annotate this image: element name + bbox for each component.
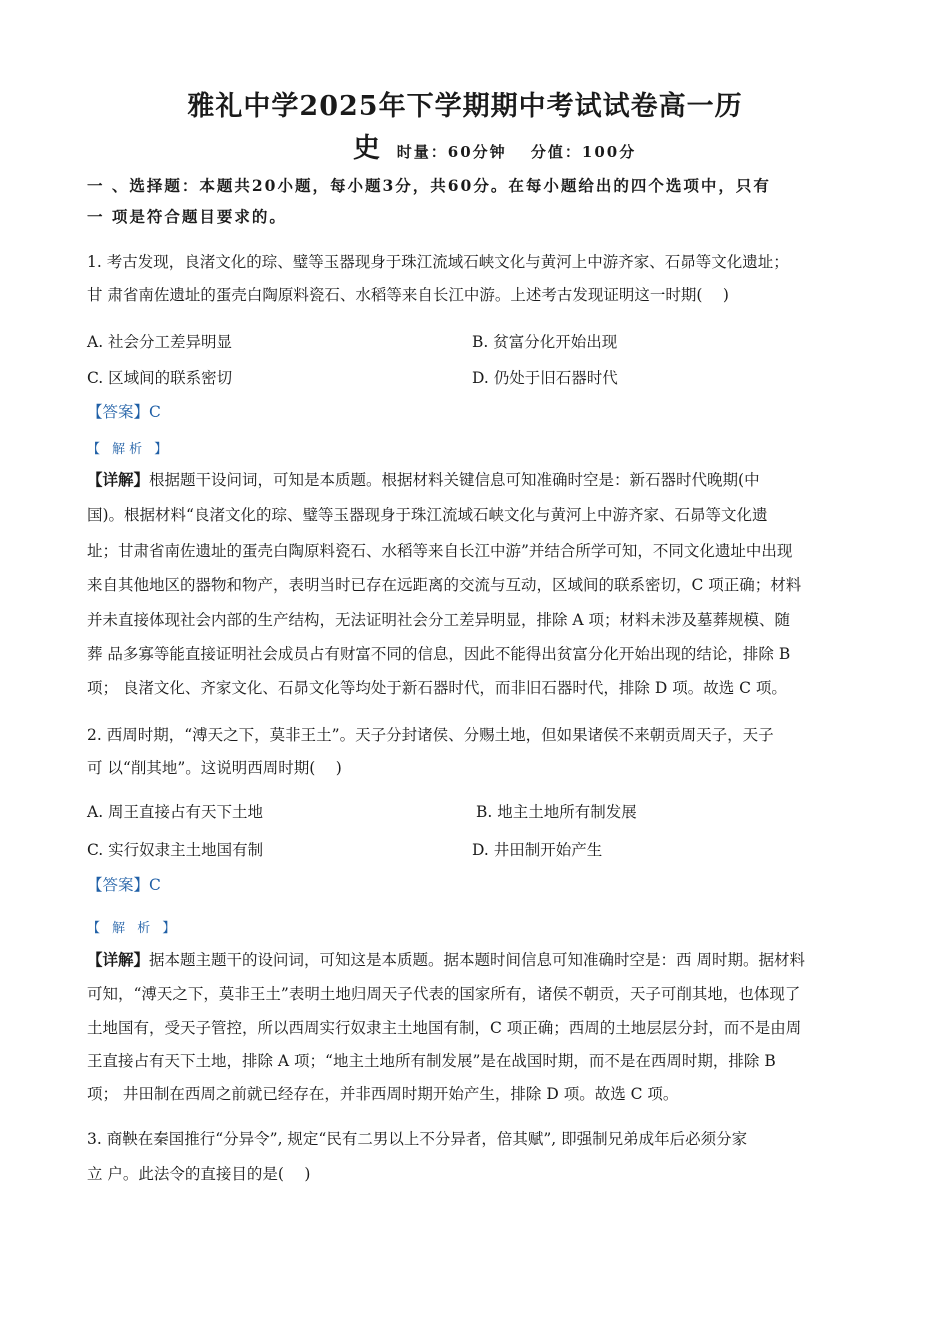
q3-stem-line2: 立 户。此法令的直接目的是( ) [87, 1165, 311, 1183]
q1-detail-line7: 项； 良渚文化、齐家文化、石昴文化等均处于新石器时代，而非旧石器时代，排除 D 项。故选 C 项。 [87, 679, 787, 697]
q1-option-a: A. 社会分工差异明显 [87, 333, 233, 351]
q1-detail-line1 [87, 463, 862, 498]
q2-detail-line2: 可知，“溥天之下，莫非王土”表明土地归周天子代表的国家所有，诸侯不朝贡，天子可削其地，也体现了 [87, 985, 801, 1003]
q1-stem-line2: 甘 肃省南佐遗址的蛋壳白陶原料瓷石、水稻等来自长江中游。上述考古发现证明这一时期( ) [87, 286, 729, 304]
q1-option-d: D. 仍处于旧石器时代 [472, 369, 618, 387]
q1-detail-line3: 址；甘肃省南佐遗址的蛋壳白陶原料瓷石、水稻等来自长江中游”并结合所学可知，不同文化遗址中出现 [87, 542, 793, 560]
q2-analysis-label: 【 解 析 】 [87, 921, 180, 936]
exam-meta: 时量：60分钟 分值：100分 [396, 143, 637, 161]
q1-option-c: C. 区域间的联系密切 [87, 369, 233, 387]
q1-option-b: B. 贫富分化开始出现 [472, 333, 618, 351]
q2-stem-line1: 2. 西周时期，“溥天之下，莫非王土”。天子分封诸侯、分赐土地，但如果诸侯不来朝贡周天子，天子 [87, 726, 774, 744]
q2-detail-tag: 【详解】 [87, 950, 150, 969]
q1-answer: 【答案】C [87, 403, 161, 421]
q2-option-a: A. 周王直接占有天下土地 [87, 803, 264, 821]
q2-detail-line5: 项； 井田制在西周之前就已经存在，并非西周时期开始产生，排除 D 项。故选 C 项。 [87, 1085, 679, 1103]
q2-detail-text: 据本题主题干的设问词，可知这是本质题。据本题时间信息可知准确时空是：西 周时期。据材料 [149, 951, 805, 969]
exam-title-line2 [353, 126, 636, 165]
q2-option-c: C. 实行奴隶主土地国有制 [87, 841, 264, 859]
q1-detail-line6: 葬 品多寡等能直接证明社会成员占有财富不同的信息，因此不能得出贫富分化开始出现的结论，排除 B [87, 645, 791, 663]
q2-detail-line3: 土地国有，受天子管控，所以西周实行奴隶主土地国有制，C 项正确；西周的土地层层分封，而不是由周 [87, 1019, 802, 1037]
q2-option-d: D. 井田制开始产生 [472, 841, 603, 859]
q2-answer: 【答案】C [87, 876, 161, 894]
exam-title-subject: 史 [353, 133, 380, 164]
q3-stem-line1: 3. 商鞅在秦国推行“分异令”, 规定“民有二男以上不分异者，倍其赋”, 即强制兄弟成年后必须分家 [87, 1130, 748, 1148]
q2-detail-line1 [87, 943, 862, 978]
q2-stem-line2: 可 以“削其地”。这说明西周时期( ) [87, 759, 342, 777]
exam-title-line1: 雅礼中学2025年下学期期中考试试卷高一历 [187, 91, 743, 122]
q1-detail-text: 根据题干设问词，可知是本质题。根据材料关键信息可知准确时空是：新石器时代晚期(中 [149, 471, 760, 489]
q1-detail-line4: 来自其他地区的器物和物产，表明当时已存在远距离的交流与互动，区域间的联系密切，C 项正确；材料 [87, 576, 802, 594]
q2-detail-line4: 王直接占有天下土地，排除 A 项；“地主土地所有制发展”是在战国时期，而不是在西周时期，排除 B [87, 1052, 776, 1070]
q1-analysis-label: 【 解析 】 [87, 442, 172, 457]
q1-detail-line5: 并未直接体现社会内部的生产结构，无法证明社会分工差异明显，排除 A 项；材料未涉及墓葬规模、随 [87, 611, 791, 629]
section-heading-line2: 一 项是符合题目要求的。 [87, 207, 287, 226]
section-heading-line1: 一 、选择题：本题共20小题，每小题3分，共60分。在每小题给出的四个选项中，只有 [87, 176, 771, 195]
q2-option-b: B. 地主土地所有制发展 [476, 803, 637, 821]
q1-detail-tag: 【详解】 [87, 470, 150, 489]
q1-detail-line2: 国)。根据材料“良渚文化的琮、璧等玉器现身于珠江流域石峡文化与黄河上中游齐家、石昴等文化遗 [87, 506, 768, 524]
q1-stem-line1: 1. 考古发现，良渚文化的琮、璧等玉器现身于珠江流域石峡文化与黄河上中游齐家、石昴等文化遗址； [87, 253, 789, 271]
